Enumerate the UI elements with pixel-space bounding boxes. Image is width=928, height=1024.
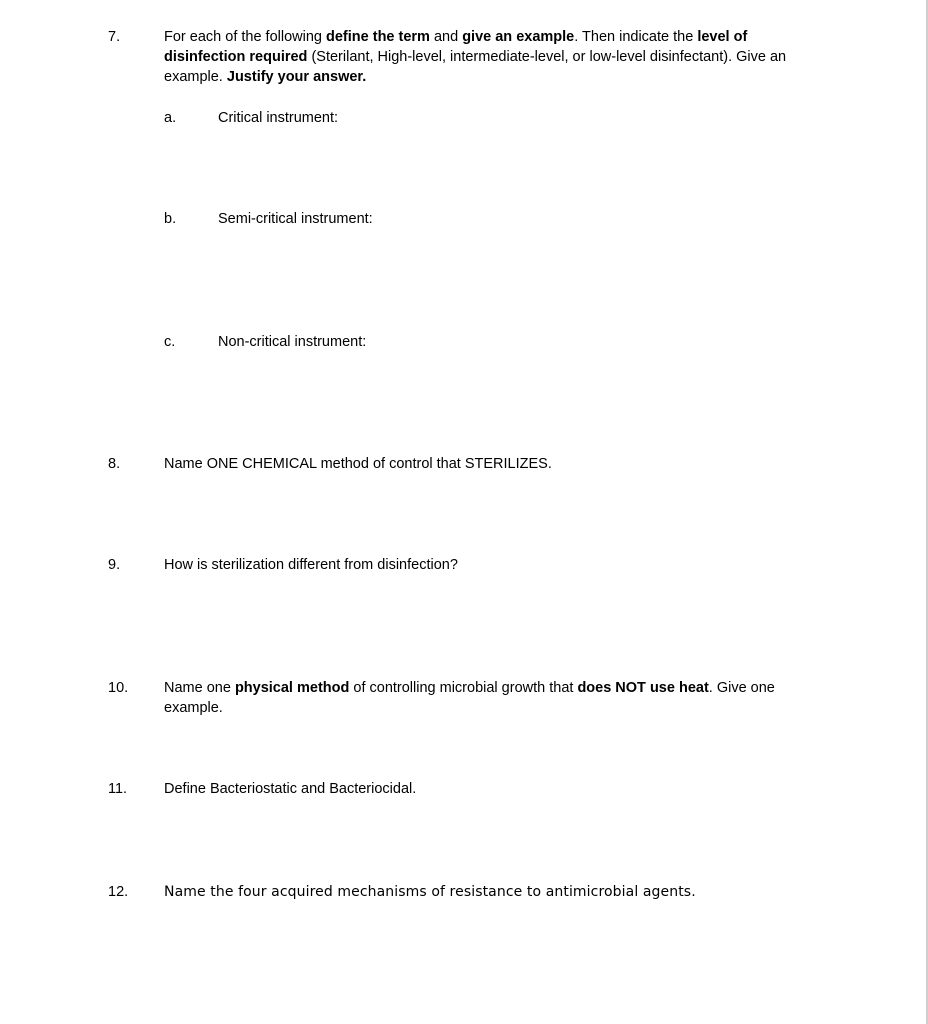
q7-item-a-text: Critical instrument: (218, 110, 339, 126)
q7-bold-justify: Justify your answer. (226, 69, 367, 85)
q7-item-c-letter: c. (164, 334, 176, 350)
question-7-number: 7. (108, 29, 121, 45)
question-7-text (164, 27, 814, 87)
question-12-text: Name the four acquired mechanisms of resistance to antimicrobial agents. (164, 884, 696, 900)
question-11-number: 11. (108, 781, 128, 797)
q7-text-1: For each of the following (164, 29, 327, 45)
question-10-number: 10. (108, 680, 129, 696)
q10-bold-physical: physical method (234, 680, 350, 696)
q10-text-1: Name one (164, 680, 235, 696)
q7-item-b-letter: b. (164, 211, 177, 227)
question-8-number: 8. (108, 456, 121, 472)
q10-text-2: of controlling microbial growth that (349, 680, 578, 696)
question-12-number: 12. (108, 884, 129, 900)
question-11-text: Define Bacteriostatic and Bacteriocidal. (164, 781, 417, 797)
q7-bold-level: level of disinfection required (164, 29, 748, 65)
q7-item-b-text: Semi-critical instrument: (218, 211, 373, 227)
q10-text-3: . Give one example. (164, 680, 775, 716)
question-10-text (164, 678, 814, 718)
question-9-text: How is sterilization different from disinfection? (164, 557, 458, 573)
q10-bold-no-heat: does NOT use heat (577, 680, 709, 696)
q7-text-4: (Sterilant, High-level, intermediate-level, or low-level disinfectant). Give an example. (164, 49, 787, 85)
q7-item-a-letter: a. (164, 110, 177, 126)
q7-text-3: . Then indicate the (574, 29, 698, 45)
question-9-number: 9. (108, 557, 121, 573)
q7-bold-example: give an example (462, 29, 575, 45)
question-8-text: Name ONE CHEMICAL method of control that STERILIZES. (164, 456, 552, 472)
q7-item-c-text: Non-critical instrument: (218, 334, 367, 350)
q7-bold-define: define the term (326, 29, 430, 45)
q7-text-2: and (429, 29, 463, 45)
